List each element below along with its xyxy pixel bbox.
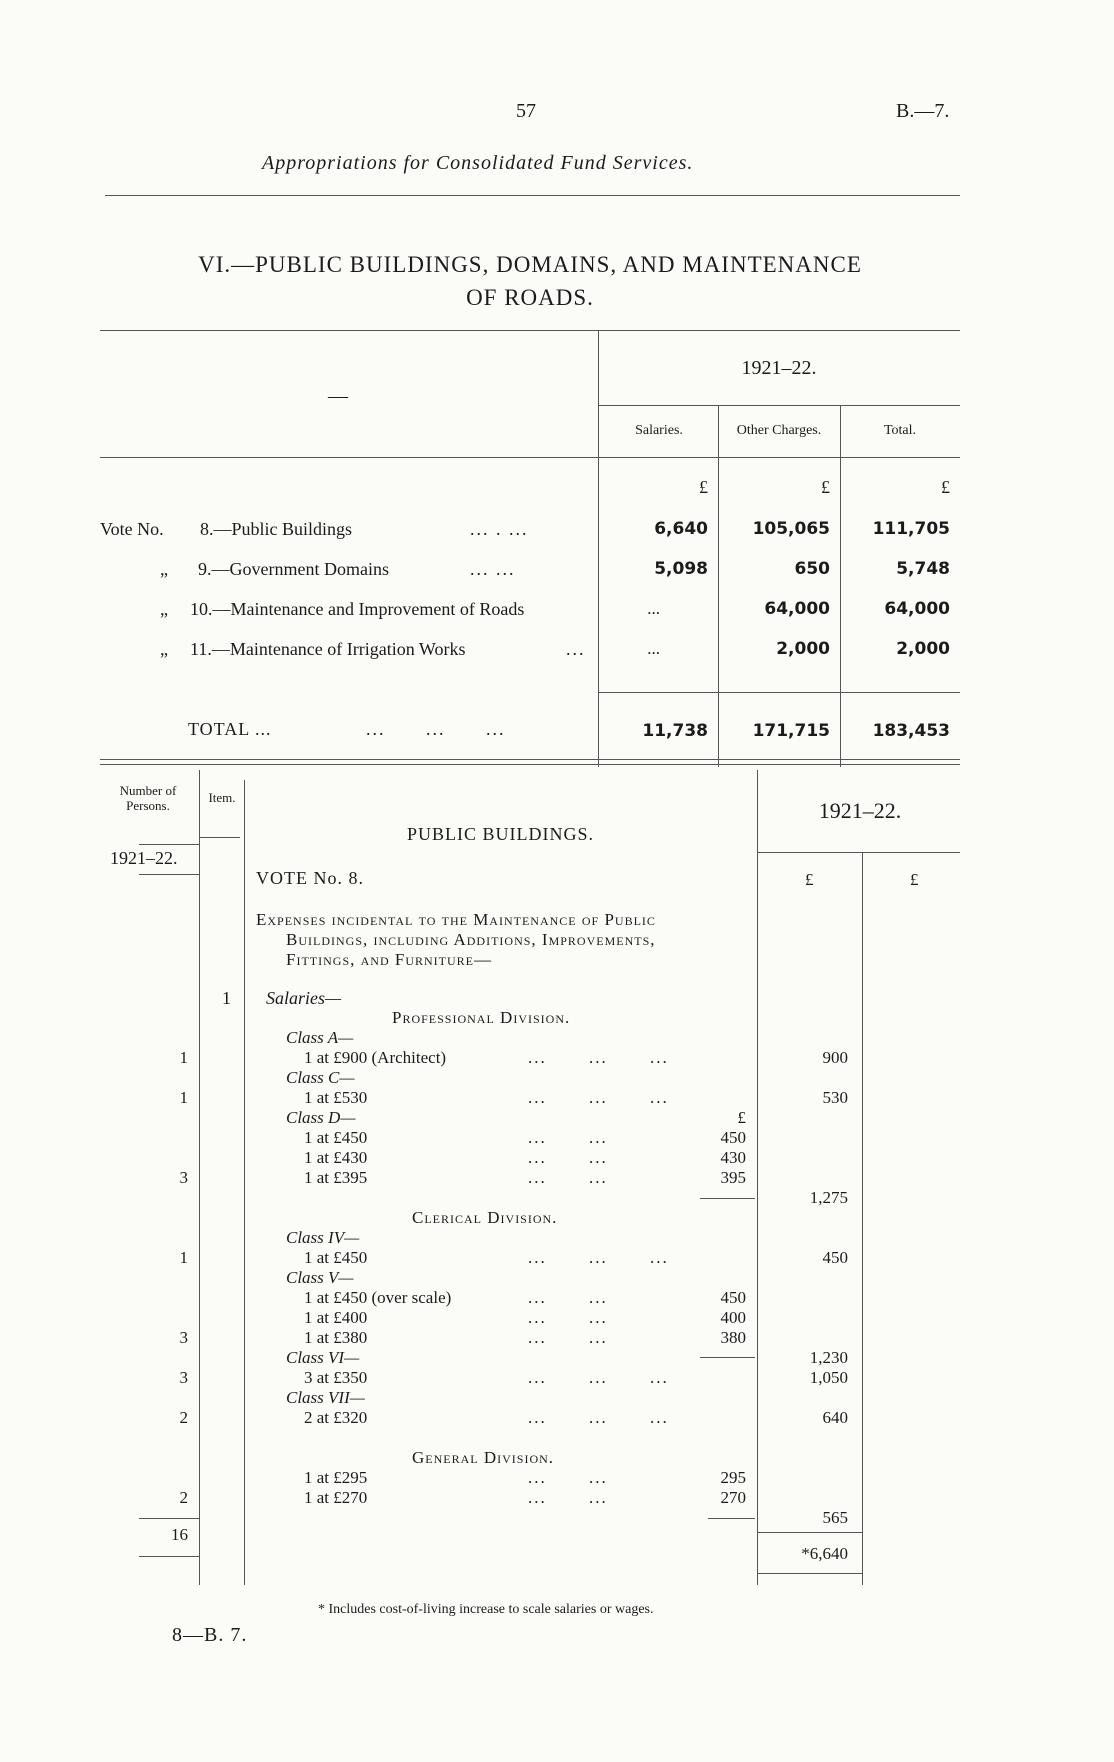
detail-col-divider (757, 770, 758, 1585)
summary-col-total: Total. (883, 423, 917, 438)
grand-total-rule (757, 1532, 862, 1533)
amount: 1,050 (809, 1368, 848, 1387)
persons-count: 3 (179, 1328, 188, 1347)
other-charges-value: 2,000 (776, 639, 830, 659)
amount: 1,230 (809, 1348, 848, 1367)
salary-line-label: 1 at £450 (304, 1248, 368, 1267)
salary-line-label: 1 at £380 (304, 1328, 368, 1347)
total-value: 5,748 (896, 559, 950, 579)
salary-line-label: 1 at £530 (304, 1088, 368, 1107)
salary-line-label: 2 at £320 (304, 1408, 368, 1427)
salaries-label: Salaries— (266, 988, 342, 1008)
sub-amount: 395 (720, 1168, 746, 1187)
amount: 530 (822, 1088, 848, 1107)
total-label: TOTAL ... (188, 719, 272, 739)
leader-dots: ... ... ... (528, 1048, 669, 1067)
summary-dash: — (328, 385, 348, 407)
persons-count: 3 (179, 1168, 188, 1187)
amount: 900 (822, 1048, 848, 1067)
leader-dots: ... ... (528, 1148, 608, 1167)
detail-heading: PUBLIC BUILDINGS. (406, 824, 594, 844)
footer-reference: 8—B. 7. (172, 1624, 248, 1646)
item-header-rule (200, 837, 240, 838)
sub-amount: 270 (720, 1488, 746, 1507)
persons-total-rule (139, 1518, 199, 1519)
total-other-charges: 171,715 (752, 721, 830, 741)
ditto-mark: „ (160, 599, 168, 619)
page-subtitle: Appropriations for Consolidated Fund Services. (262, 152, 694, 174)
grand-total-rule (757, 1573, 862, 1574)
salary-line-label: 1 at £395 (304, 1168, 368, 1187)
summary-col-other-charges: Other Charges. (736, 423, 822, 438)
vote-prefix: Vote No. (100, 519, 164, 539)
total-value: 111,705 (872, 519, 950, 539)
leader-dots: ... ... ... (528, 1408, 669, 1427)
other-charges-value: 64,000 (764, 599, 830, 619)
total-salaries: 11,738 (642, 721, 708, 741)
salaries-value: 6,640 (654, 519, 708, 539)
vote-label: 8.—Public Buildings (200, 519, 353, 539)
summary-col-divider (598, 330, 599, 767)
persons-count: 1 (179, 1048, 188, 1067)
vote-label: 10.—Maintenance and Improvement of Roads (190, 599, 525, 619)
persons-count: 1 (179, 1088, 188, 1107)
class-label: Class IV— (286, 1228, 360, 1247)
leader-dots: ... . ... (470, 519, 529, 539)
clerical-division-heading: Clerical Division. (412, 1208, 558, 1227)
sub-amount: 380 (720, 1328, 746, 1347)
persons-count: 1 (179, 1248, 188, 1267)
section-rule (100, 330, 960, 331)
salary-line-label: 1 at £450 (304, 1128, 368, 1147)
other-charges-value: 650 (794, 559, 830, 579)
sub-amount: 450 (720, 1288, 746, 1307)
professional-division-heading: Professional Division. (392, 1008, 571, 1027)
class-label: Class VII— (286, 1388, 365, 1407)
subtotal-rule (708, 1518, 755, 1519)
description-line: Buildings, including Additions, Improvements, (286, 930, 656, 949)
salary-line-label: 1 at £270 (304, 1488, 368, 1507)
page-number: 57 (516, 100, 536, 122)
class-label: Class C— (286, 1068, 355, 1087)
class-label: Class D— (286, 1108, 356, 1127)
total-value: 2,000 (896, 639, 950, 659)
col-item: Item. (208, 790, 236, 805)
section-title-line2: OF ROADS. (466, 285, 594, 310)
amount: 640 (822, 1408, 848, 1427)
general-division-heading: General Division. (412, 1448, 555, 1467)
sub-amount: 430 (720, 1148, 746, 1167)
item-number: 1 (222, 988, 231, 1008)
persons-year-rule (139, 874, 199, 875)
sub-amount: 450 (720, 1128, 746, 1147)
leader-dots: ... ... (470, 559, 516, 579)
subtotal-rule (700, 1198, 755, 1199)
sub-amount: 295 (720, 1468, 746, 1487)
detail-col-divider (244, 780, 245, 1585)
sub-amount: £ (737, 1108, 746, 1127)
total-rule (598, 692, 960, 693)
summary-col-divider (718, 405, 719, 767)
leader-dots: ... (566, 639, 586, 659)
salary-line-label: 1 at £295 (304, 1468, 368, 1487)
detail-year: 1921–22. (818, 798, 902, 823)
section-title-line1: VI.—PUBLIC BUILDINGS, DOMAINS, AND MAINTENANCE (198, 252, 862, 277)
salary-line-label: 1 at £400 (304, 1308, 368, 1327)
class-label: Class VI— (286, 1348, 360, 1367)
detail-year-left: 1921–22. (110, 848, 178, 868)
salaries-value: 5,098 (654, 559, 708, 579)
summary-bottom-rule (100, 764, 960, 765)
summary-bottom-rule (100, 759, 960, 760)
other-charges-value: 105,065 (752, 519, 830, 539)
description-line: Expenses incidental to the Maintenance of Public (256, 910, 656, 929)
col-number-of-persons: Number of Persons. (119, 783, 177, 813)
ditto-mark: „ (160, 639, 168, 659)
summary-col-divider (840, 405, 841, 767)
sub-amount: 400 (720, 1308, 746, 1327)
salary-line-label: 1 at £430 (304, 1148, 368, 1167)
currency-symbol: £ (910, 870, 919, 889)
subtotal-professional: 1,275 (809, 1188, 848, 1207)
leader-dots: ... ... (528, 1468, 608, 1487)
description-line: Fittings, and Furniture— (286, 950, 492, 969)
detail-col-divider (862, 852, 863, 1585)
leader-dots: ... ... (528, 1168, 608, 1187)
leader-dots: ... ... (528, 1328, 608, 1347)
salaries-value: ... (647, 599, 660, 618)
amount: 450 (822, 1248, 848, 1267)
persons-count: 2 (179, 1488, 188, 1507)
vote-number: VOTE No. 8. (256, 868, 364, 888)
summary-col-salaries: Salaries. (635, 423, 683, 438)
class-label: Class A— (286, 1028, 354, 1047)
total-persons: 16 (171, 1525, 188, 1544)
currency-symbol: £ (821, 477, 830, 497)
leader-dots: ... ... ... (528, 1368, 669, 1387)
leader-dots: ... ... (528, 1488, 608, 1507)
total-total: 183,453 (872, 721, 950, 741)
salary-line-label: 1 at £900 (Architect) (304, 1048, 447, 1067)
subtotal-rule (700, 1357, 755, 1358)
salary-line-label: 3 at £350 (304, 1368, 368, 1387)
total-value: 64,000 (884, 599, 950, 619)
salaries-value: ... (647, 639, 660, 658)
salary-line-label: 1 at £450 (over scale) (304, 1288, 452, 1307)
summary-year: 1921–22. (741, 357, 817, 379)
footnote: * Includes cost-of-living increase to scale salaries or wages. (318, 1602, 654, 1617)
document-reference: B.—7. (896, 100, 950, 122)
subtotal-general: 565 (822, 1508, 848, 1527)
leader-dots: ... ... ... (528, 1088, 669, 1107)
persons-count: 3 (179, 1368, 188, 1387)
detail-col-divider (199, 770, 200, 1585)
leader-dots: ... ... (528, 1288, 608, 1307)
vote-label: 11.—Maintenance of Irrigation Works (190, 639, 466, 659)
leader-dots: ... ... ... (528, 1248, 669, 1267)
vote-label: 9.—Government Domains (198, 559, 389, 579)
summary-header-rule (100, 457, 960, 458)
summary-year-rule (598, 405, 960, 406)
currency-symbol: £ (699, 477, 708, 497)
leader-dots: ... ... ... (366, 719, 506, 739)
leader-dots: ... ... (528, 1308, 608, 1327)
currency-symbol: £ (941, 477, 950, 497)
persons-total-rule (139, 1556, 199, 1557)
detail-year-rule (757, 852, 960, 853)
leader-dots: ... ... (528, 1128, 608, 1147)
class-label: Class V— (286, 1268, 354, 1287)
grand-total: *6,640 (801, 1544, 848, 1563)
currency-symbol: £ (805, 870, 814, 889)
ditto-mark: „ (160, 559, 168, 579)
persons-header-rule (139, 844, 199, 845)
persons-count: 2 (179, 1408, 188, 1427)
header-rule (105, 195, 960, 196)
